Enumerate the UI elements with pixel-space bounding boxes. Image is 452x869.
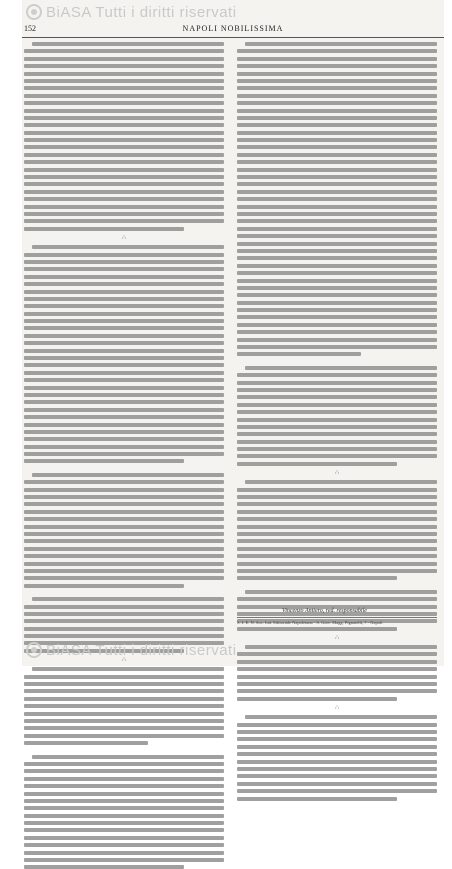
text-line: [24, 858, 224, 862]
text-line: [24, 777, 224, 781]
text-line: [24, 799, 224, 803]
text-line: [237, 395, 437, 399]
text-line: [237, 227, 437, 231]
text-line: [24, 349, 224, 353]
text-line: [24, 267, 224, 271]
text-line: [24, 726, 224, 730]
text-line: [24, 101, 224, 105]
text-line: [24, 532, 224, 536]
header-rule: [22, 37, 444, 38]
text-line: [24, 719, 224, 723]
text-line: [24, 275, 224, 279]
text-line: [32, 755, 224, 759]
text-line: [237, 212, 437, 216]
text-line: [237, 190, 437, 194]
text-line: [237, 160, 437, 164]
text-line: [24, 131, 224, 135]
text-line: [237, 182, 437, 186]
text-line: [32, 667, 224, 671]
watermark-text: BiASA Tutti i diritti riservati: [46, 3, 237, 21]
text-line: [245, 645, 437, 649]
text-line: [237, 403, 437, 407]
text-line: [24, 153, 224, 157]
text-line: [24, 502, 224, 506]
text-line: [237, 86, 437, 90]
text-line: [237, 752, 437, 756]
text-line: [24, 260, 224, 264]
text-line: [237, 454, 437, 458]
text-line: [237, 301, 437, 305]
text-line: [237, 388, 437, 392]
text-line: [245, 715, 437, 719]
text-line: [237, 94, 437, 98]
text-line: [237, 72, 437, 76]
text-line: [237, 315, 437, 319]
text-line: [237, 730, 437, 734]
text-line: [24, 517, 224, 521]
text-line: [24, 400, 224, 404]
text-line: [24, 86, 224, 90]
text-line: [245, 590, 437, 594]
text-line: [237, 745, 437, 749]
text-line: [24, 356, 224, 360]
text-line: [24, 675, 224, 679]
text-line: [237, 234, 437, 238]
text-line: [237, 175, 437, 179]
text-line: [237, 49, 437, 53]
text-line: [24, 326, 224, 330]
text-line: [24, 227, 184, 231]
page: [22, 0, 444, 712]
section-separator-icon: ∴: [335, 470, 339, 477]
text-line: [237, 737, 437, 741]
journal-title: NAPOLI NOBILISSIMA: [182, 24, 284, 33]
text-line: [24, 488, 224, 492]
text-line: [237, 797, 397, 801]
text-line: [245, 42, 437, 46]
text-line: [24, 821, 224, 825]
text-line: [237, 145, 437, 149]
text-line: [237, 330, 437, 334]
text-line: [237, 597, 437, 601]
watermark-text: BiASA Tutti i diritti riservati: [46, 641, 237, 659]
page-header: [22, 24, 444, 36]
text-line: [24, 138, 224, 142]
text-line: [237, 539, 437, 543]
text-line: [237, 219, 437, 223]
text-line: [237, 138, 437, 142]
text-line: [24, 704, 224, 708]
text-line: [24, 109, 224, 113]
text-line: [237, 447, 437, 451]
text-line: [32, 245, 224, 249]
text-line: [237, 569, 437, 573]
text-line: [237, 168, 437, 172]
text-line: [24, 197, 224, 201]
text-line: [237, 760, 437, 764]
text-line: [237, 723, 437, 727]
text-line: [24, 452, 224, 456]
text-line: [237, 286, 437, 290]
text-line: [237, 532, 437, 536]
text-line: [24, 865, 184, 869]
text-line: [24, 619, 224, 623]
text-line: [237, 323, 437, 327]
text-line: [24, 828, 224, 832]
text-line: [237, 502, 437, 506]
text-line: [24, 689, 224, 693]
text-line: [24, 554, 224, 558]
text-line: [24, 480, 224, 484]
text-line: [237, 381, 437, 385]
text-line: [24, 297, 224, 301]
text-line: [237, 462, 397, 466]
text-line: [237, 525, 437, 529]
text-line: [24, 219, 224, 223]
text-line: [237, 64, 437, 68]
text-line: [24, 430, 224, 434]
text-line: [237, 293, 437, 297]
text-line: [24, 79, 224, 83]
text-line: [237, 131, 437, 135]
text-line: [24, 334, 224, 338]
text-line: [237, 116, 437, 120]
text-line: [24, 205, 224, 209]
text-line: [24, 341, 224, 345]
text-line: [237, 789, 437, 793]
text-line: [237, 57, 437, 61]
watermark-top: [26, 2, 237, 22]
text-line: [237, 205, 437, 209]
text-line: [237, 782, 437, 786]
text-line: [237, 689, 437, 693]
text-line: [237, 652, 437, 656]
text-line: [24, 72, 224, 76]
text-line: [237, 410, 437, 414]
text-line: [24, 304, 224, 308]
text-line: [237, 488, 437, 492]
text-line: [24, 741, 148, 745]
text-line: [237, 667, 437, 671]
text-line: [237, 425, 437, 429]
text-line: [237, 432, 437, 436]
text-line: [237, 547, 437, 551]
text-line: [24, 762, 224, 766]
text-line: [24, 851, 224, 855]
page-number: 152: [24, 24, 36, 33]
text-line: [24, 175, 224, 179]
text-line: [237, 123, 437, 127]
text-line: [24, 64, 224, 68]
section-separator-icon: ∴: [335, 705, 339, 712]
text-line: [24, 769, 224, 773]
text-line: [32, 597, 224, 601]
text-line: [24, 437, 224, 441]
text-line: [24, 734, 224, 738]
text-line: [24, 784, 224, 788]
text-line: [24, 415, 224, 419]
text-line: [237, 774, 437, 778]
text-line: [24, 123, 224, 127]
text-line: [24, 612, 224, 616]
text-line: [24, 182, 224, 186]
text-line: [237, 682, 437, 686]
text-line: [237, 562, 437, 566]
text-line: [237, 675, 437, 679]
text-line: [237, 767, 437, 771]
section-separator-icon: ∴: [122, 235, 126, 242]
text-line: [24, 445, 224, 449]
text-line: [24, 371, 224, 375]
text-line: [24, 697, 224, 701]
text-line: [237, 153, 437, 157]
text-line: [237, 352, 361, 356]
text-line: [24, 190, 224, 194]
text-line: [24, 510, 224, 514]
text-line: [237, 101, 437, 105]
text-line: [32, 42, 224, 46]
text-line: [24, 378, 224, 382]
text-line: [24, 386, 224, 390]
text-line: [24, 634, 224, 638]
text-line: [237, 308, 437, 312]
text-line: [237, 249, 437, 253]
text-line: [24, 459, 184, 463]
text-line: [237, 697, 397, 701]
biasa-logo-icon: [26, 4, 42, 20]
text-line: [24, 584, 184, 588]
text-line: [237, 79, 437, 83]
text-line: [24, 212, 224, 216]
text-line: [237, 264, 437, 268]
section-separator-icon: ∴: [335, 635, 339, 642]
text-line: [237, 271, 437, 275]
watermark-bottom: [26, 640, 237, 660]
text-line: [245, 480, 437, 484]
editor-signature: Vincenzo Antiero, red. responsabile: [282, 608, 367, 614]
text-line: [24, 253, 224, 257]
text-line: [237, 554, 437, 558]
text-line: [237, 197, 437, 201]
text-line: [24, 569, 224, 573]
text-line: [237, 256, 437, 260]
text-line: [24, 393, 224, 397]
footer-rule: [237, 617, 437, 618]
text-line: [24, 160, 224, 164]
text-line: [237, 576, 397, 580]
text-line: [24, 363, 224, 367]
text-line: [24, 168, 224, 172]
text-line: [24, 814, 224, 818]
text-line: [24, 562, 224, 566]
text-line: [24, 408, 224, 412]
printer-imprint: S. I. E. N. Soc. Ind. Editoriale Napoletana - S. Giov. Magg. Pignatelli, 7 - Napoli: [237, 620, 383, 625]
text-line: [24, 57, 224, 61]
text-line: [24, 712, 224, 716]
text-line: [237, 242, 437, 246]
text-line: [237, 109, 437, 113]
text-line: [237, 440, 437, 444]
text-line: [237, 338, 437, 342]
text-line: [32, 473, 224, 477]
text-line: [24, 312, 224, 316]
text-line: [237, 373, 437, 377]
text-line: [24, 576, 224, 580]
text-line: [24, 319, 224, 323]
text-line: [245, 366, 437, 370]
text-line: [24, 495, 224, 499]
text-line: [237, 345, 437, 349]
text-line: [24, 843, 224, 847]
text-line: [24, 116, 224, 120]
text-line: [24, 605, 224, 609]
text-line: [24, 94, 224, 98]
text-line: [24, 423, 224, 427]
section-separator-icon: ∴: [122, 657, 126, 664]
text-line: [24, 539, 224, 543]
text-line: [24, 49, 224, 53]
text-line: [237, 660, 437, 664]
text-line: [24, 145, 224, 149]
text-line: [237, 627, 397, 631]
text-line: [24, 806, 224, 810]
text-line: [237, 510, 437, 514]
text-line: [24, 792, 224, 796]
text-line: [237, 279, 437, 283]
text-line: [24, 627, 224, 631]
text-line: [24, 290, 224, 294]
text-line: [24, 682, 224, 686]
text-line: [24, 836, 224, 840]
text-line: [237, 495, 437, 499]
text-line: [24, 547, 224, 551]
text-line: [237, 517, 437, 521]
text-line: [24, 282, 224, 286]
text-line: [237, 418, 437, 422]
biasa-logo-icon: [26, 642, 42, 658]
text-line: [24, 525, 224, 529]
